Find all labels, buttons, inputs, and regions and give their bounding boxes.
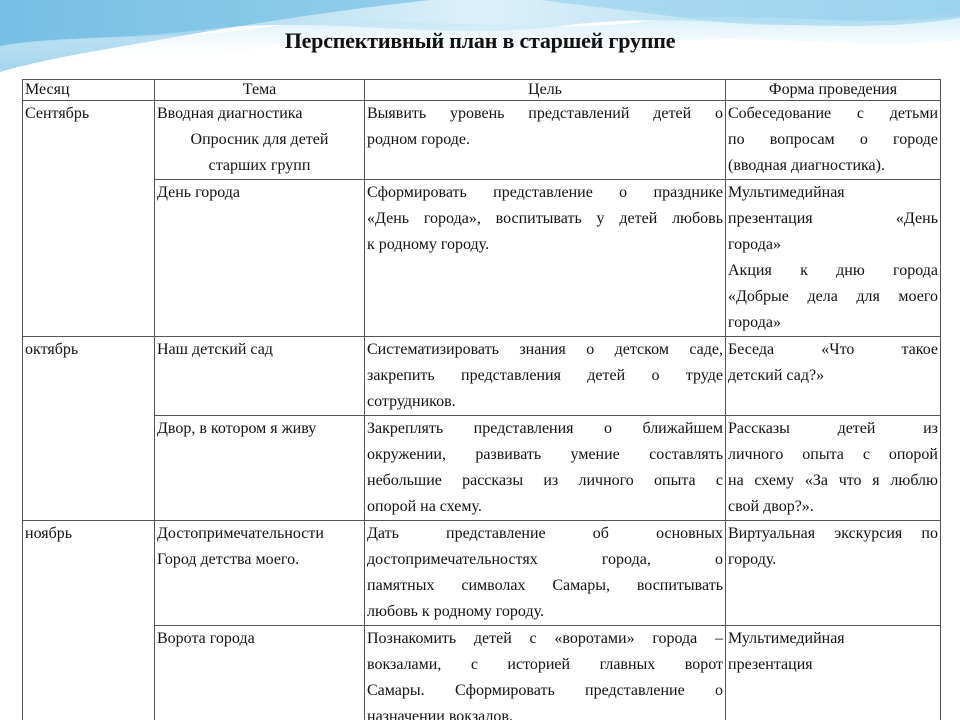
- goal-text: Сформировать представление о празднике: [367, 184, 723, 201]
- topic-cell: [155, 337, 365, 416]
- form-text: личного опыта с опорой: [728, 446, 938, 463]
- topic-cell: [155, 626, 365, 720]
- goal-text: назначении вокзалов.: [367, 708, 513, 720]
- month-label: Сентябрь: [25, 105, 90, 122]
- goal-cell: [365, 337, 726, 416]
- goal-text: Выявить уровень представлений детей о: [367, 105, 723, 122]
- form-cell: [726, 416, 941, 521]
- table-row: [23, 337, 941, 416]
- table-row: [23, 180, 941, 337]
- form-text: Мультимедийная: [728, 630, 845, 647]
- form-cell: [726, 521, 941, 626]
- goal-text: к родному городу.: [367, 236, 490, 253]
- form-text: на схему «За что я люблю: [728, 472, 938, 489]
- form-text: детский сад?»: [728, 367, 825, 384]
- topic-text: Вводная диагностика: [157, 105, 303, 122]
- goal-text: «День города», воспитывать у детей любовь: [367, 210, 723, 227]
- topic-cell: [155, 416, 365, 521]
- table-row: [23, 101, 941, 180]
- form-text: города»: [728, 236, 781, 253]
- goal-text: Самары. Сформировать представление о: [367, 682, 723, 699]
- topic-text: Достопримечательности: [157, 525, 324, 542]
- form-text: свой двор?».: [728, 498, 814, 515]
- goal-text: родном городе.: [367, 131, 471, 148]
- goal-text: опорой на схему.: [367, 498, 482, 515]
- form-cell: [726, 337, 941, 416]
- table-header-row: [23, 80, 941, 101]
- form-text: презентация «День: [728, 210, 938, 227]
- goal-text: сотрудников.: [367, 393, 456, 410]
- topic-cell: [155, 521, 365, 626]
- month-cell: [23, 521, 155, 720]
- goal-text: небольшие рассказы из личного опыта с: [367, 472, 723, 489]
- goal-text: Дать представление об основных: [367, 525, 723, 542]
- goal-text: Познакомить детей с «воротами» города –: [367, 630, 723, 647]
- month-cell: [23, 101, 155, 337]
- goal-cell: [365, 626, 726, 720]
- goal-text: любовь к родному городу.: [367, 603, 545, 620]
- goal-text: закрепить представления детей о труде: [367, 367, 723, 384]
- goal-cell: [365, 416, 726, 521]
- form-text: презентация: [728, 656, 813, 673]
- form-cell: [726, 101, 941, 180]
- form-text: «Добрые дела для моего: [728, 288, 938, 305]
- topic-text: Город детства моего.: [157, 551, 300, 568]
- form-text: по вопросам о городе: [728, 131, 938, 148]
- form-text: Рассказы детей из: [728, 420, 938, 437]
- table-row: [23, 521, 941, 626]
- form-text: города»: [728, 314, 781, 331]
- topic-text: Наш детский сад: [157, 341, 273, 358]
- form-text: городу.: [728, 551, 777, 568]
- topic-text: Двор, в котором я живу: [157, 420, 317, 437]
- goal-cell: [365, 521, 726, 626]
- header-month: Месяц: [23, 80, 155, 101]
- goal-text: достопримечательностях города, о: [367, 551, 723, 568]
- topic-cell: [155, 101, 365, 180]
- topic-text: День города: [157, 184, 241, 201]
- form-text: (вводная диагностика).: [728, 157, 885, 174]
- table-row: [23, 416, 941, 521]
- goal-text: вокзалами, с историей главных ворот: [367, 656, 723, 673]
- month-label: ноябрь: [25, 525, 73, 542]
- goal-text: Систематизировать знания о детском саде,: [367, 341, 723, 358]
- month-label: октябрь: [25, 341, 79, 358]
- topic-cell: [155, 180, 365, 337]
- header-goal: Цель: [365, 80, 726, 101]
- goal-cell: [365, 180, 726, 337]
- form-cell: [726, 626, 941, 720]
- form-text: Акция к дню города: [728, 262, 938, 279]
- form-text: Виртуальная экскурсия по: [728, 525, 938, 542]
- goal-text: памятных символах Самары, воспитывать: [367, 577, 723, 594]
- plan-table: [22, 79, 941, 720]
- table-row: [23, 626, 941, 720]
- page-title: Перспективный план в старшей группе: [284, 28, 676, 53]
- topic-text: Ворота города: [157, 630, 255, 647]
- form-cell: [726, 180, 941, 337]
- goal-text: окружении, развивать умение составлять: [367, 446, 723, 463]
- goal-cell: [365, 101, 726, 180]
- form-text: Собеседование с детьми: [728, 105, 938, 122]
- month-cell: [23, 337, 155, 521]
- form-text: Мультимедийная: [728, 184, 845, 201]
- topic-text: Опросник для детей: [190, 131, 329, 148]
- header-form: Форма проведения: [726, 80, 941, 101]
- header-topic: Тема: [155, 80, 365, 101]
- goal-text: Закреплять представления о ближайшем: [367, 420, 723, 437]
- topic-text: старших групп: [208, 157, 311, 174]
- form-text: Беседа «Что такое: [728, 341, 938, 358]
